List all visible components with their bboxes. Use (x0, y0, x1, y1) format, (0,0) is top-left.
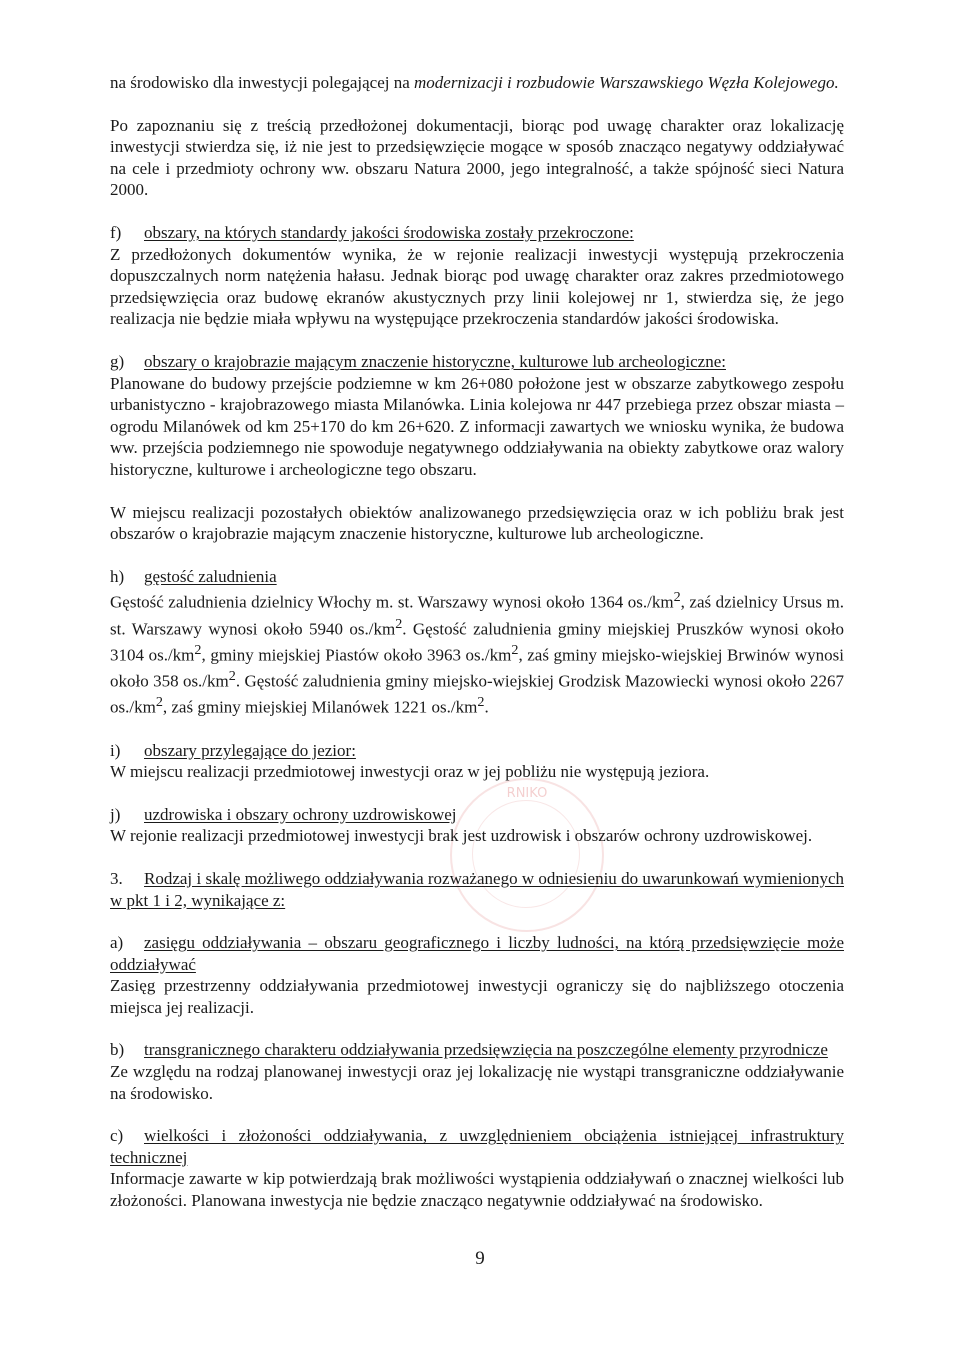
density-text-5: , zaś gminy miejsko-wiejskiej Brwinów wynosi około 358 os./km (110, 645, 844, 691)
superscript-2: 2 (155, 694, 163, 711)
density-text-7: , zaś gminy miejskiej Milanówek 1221 os./km (162, 697, 478, 717)
density-text-2: , zaś dzielnicy Ursus m. st. Warszawy wynosi około 5940 os./km (110, 592, 845, 639)
section-i-body: W miejscu realizacji przedmiotowej inwestycji oraz w jej pobliżu nie występują jeziora. (110, 762, 710, 782)
stamp-text: RNIKO (506, 786, 548, 801)
section-g-heading (110, 351, 844, 373)
natura-paragraph: Po zapoznaniu się z treścią przedłożonej dokumentacji, biorąc pod uwagę charakter oraz lokalizację inwestycji stwierdza się, iż nie jest to przedsięwzięcie mogące w sposób znacząco negatywy oddziaływać na cele i przedmioty ochrony ww. obszaru Natura 2000, jego integralność, a także spójność sieci Natura 2000. (110, 115, 844, 200)
section-c-marker: c) (110, 1126, 124, 1146)
section-h-heading (110, 566, 844, 588)
section-b-body: Ze względu na rodzaj planowanej inwestycji oraz jej lokalizację nie wystąpi transgraniczne oddziaływanie na środowisko. (110, 1062, 844, 1103)
section-3-marker: 3. (110, 868, 123, 888)
intro-paragraph (110, 72, 844, 94)
density-text-3: . Gęstość zaludnienia gminy miejskiej Pruszków wynosi około 3104 os./km (110, 619, 844, 665)
section-h-body (110, 587, 844, 718)
section-j-marker: j) (110, 804, 121, 824)
section-i-marker: i) (110, 740, 121, 760)
page-number: 9 (475, 1248, 485, 1269)
section-c-heading (110, 1125, 844, 1168)
superscript-2: 2 (228, 668, 236, 685)
section-h-title: gęstość zaludnienia (144, 566, 277, 586)
section-a (110, 932, 844, 1018)
document-page (110, 72, 844, 1212)
section-j-title: uzdrowiska i obszary ochrony uzdrowiskowej (144, 804, 457, 824)
section-b-heading (110, 1039, 844, 1061)
superscript-2: 2 (395, 615, 403, 632)
section-i (110, 740, 844, 783)
density-text-1: Gęstość zaludnienia dzielnicy Włochy m. st. Warszawy wynosi około 1364 os./km (110, 592, 674, 612)
section-f-title: obszary, na których standardy jakości środowiska zostały przekroczone: (144, 222, 634, 242)
section-f (110, 222, 844, 330)
section-i-title: obszary przylegające do jezior: (144, 740, 356, 760)
section-b-marker: b) (110, 1040, 125, 1060)
section-3-title: Rodzaj i skalę możliwego oddziaływania rozważanego w odniesieniu do uwarunkowań wymienionych w pkt 1 i 2, wynikające z: (110, 868, 844, 910)
section-c (110, 1125, 844, 1211)
superscript-2: 2 (673, 589, 681, 606)
section-c-body: Informacje zawarte w kip potwierdzają brak możliwości wystąpienia oddziaływań o znacznej wielkości lub złożoności. Planowana inwestycja nie będzie znacząco negatywnie oddziaływać na środowisko. (110, 1169, 844, 1211)
intro-italic-title: modernizacji i rozbudowie Warszawskiego Węzła Kolejowego. (414, 73, 839, 92)
section-j-heading (110, 804, 844, 826)
section-j (110, 804, 844, 847)
section-f-heading (110, 222, 844, 244)
density-text-8: . (484, 697, 489, 717)
section-g-body-2: W miejscu realizacji pozostałych obiektów analizowanego przedsięwzięcia oraz w ich pobliżu brak jest obszarów o krajobrazie mającym znaczenie historyczne, kulturowe lub archeologiczne. (110, 502, 844, 544)
section-h-marker: h) (110, 566, 125, 586)
superscript-2: 2 (477, 694, 485, 711)
section-a-title: zasięgu oddziaływania – obszaru geograficznego i liczby ludności, na którą przedsięwzięcie może oddziaływać (110, 933, 844, 974)
section-c-title: wielkości i złożoności oddziaływania, z uwzględnieniem obciążenia istniejącej infrastruktury technicznej (110, 1126, 844, 1167)
section-g (110, 351, 844, 545)
section-a-body: Zasięg przestrzenny oddziaływania przedmiotowej inwestycji ograniczy się do najbliższego otoczenia miejsca jej realizacji. (110, 976, 844, 1017)
section-g-title: obszary o krajobrazie mającym znaczenie historyczne, kulturowe lub archeologiczne: (144, 351, 726, 371)
section-j-body: W rejonie realizacji przedmiotowej inwestycji brak jest uzdrowisk i obszarów ochrony uzdrowiskowej. (110, 826, 813, 846)
section-g-body: Planowane do budowy przejście podziemne w km 26+080 położone jest w obszarze zabytkowego zespołu urbanistyczno - krajobrazowego miasta Milanówka. Linia kolejowa nr 447 przebiega przez obszar miasta – ogrodu Milanówek od km 25+170 do km 26+620. Z informacji zawartych we wniosku wynika, że budowa ww. przejścia podziemnego nie spowoduje negatywnego oddziaływania na obiekty zabytkowe oraz walory historyczne, kulturowe i archeologiczne tego obszaru. (110, 373, 844, 479)
intro-text: na środowisko dla inwestycji polegającej na (110, 73, 415, 92)
section-3 (110, 868, 844, 911)
superscript-2: 2 (511, 641, 519, 658)
section-f-marker: f) (110, 222, 122, 242)
section-3-heading (110, 868, 844, 911)
section-i-heading (110, 740, 844, 762)
section-b (110, 1039, 844, 1104)
section-a-marker: a) (110, 933, 124, 953)
density-text-6: . Gęstość zaludnienia gminy miejsko-wiejskiej Grodzisk Mazowiecki wynosi około 2267 os./km (110, 671, 844, 717)
section-f-body: Z przedłożonych dokumentów wynika, że w rejonie realizacji inwestycji występują przekroczenia dopuszczalnych norm natężenia hałasu. Jednak biorąc pod uwagę charakter oraz zakres przedmiotowego przedsięwzięcia oraz budowę ekranów akustycznych przy linii kolejowej nr 1, stwierdza się, że jego realizacja nie będzie miała wpływu na występujące przekroczenia standardów jakości środowiska. (110, 244, 844, 329)
density-text-4: , gminy miejskiej Piastów około 3963 os./km (201, 645, 512, 665)
section-b-title: transgranicznego charakteru oddziaływania przedsięwzięcia na poszczególne elementy przyrodnicze (144, 1040, 828, 1060)
section-h (110, 566, 844, 719)
section-a-heading (110, 932, 844, 975)
superscript-2: 2 (194, 641, 202, 658)
section-g-marker: g) (110, 351, 125, 371)
